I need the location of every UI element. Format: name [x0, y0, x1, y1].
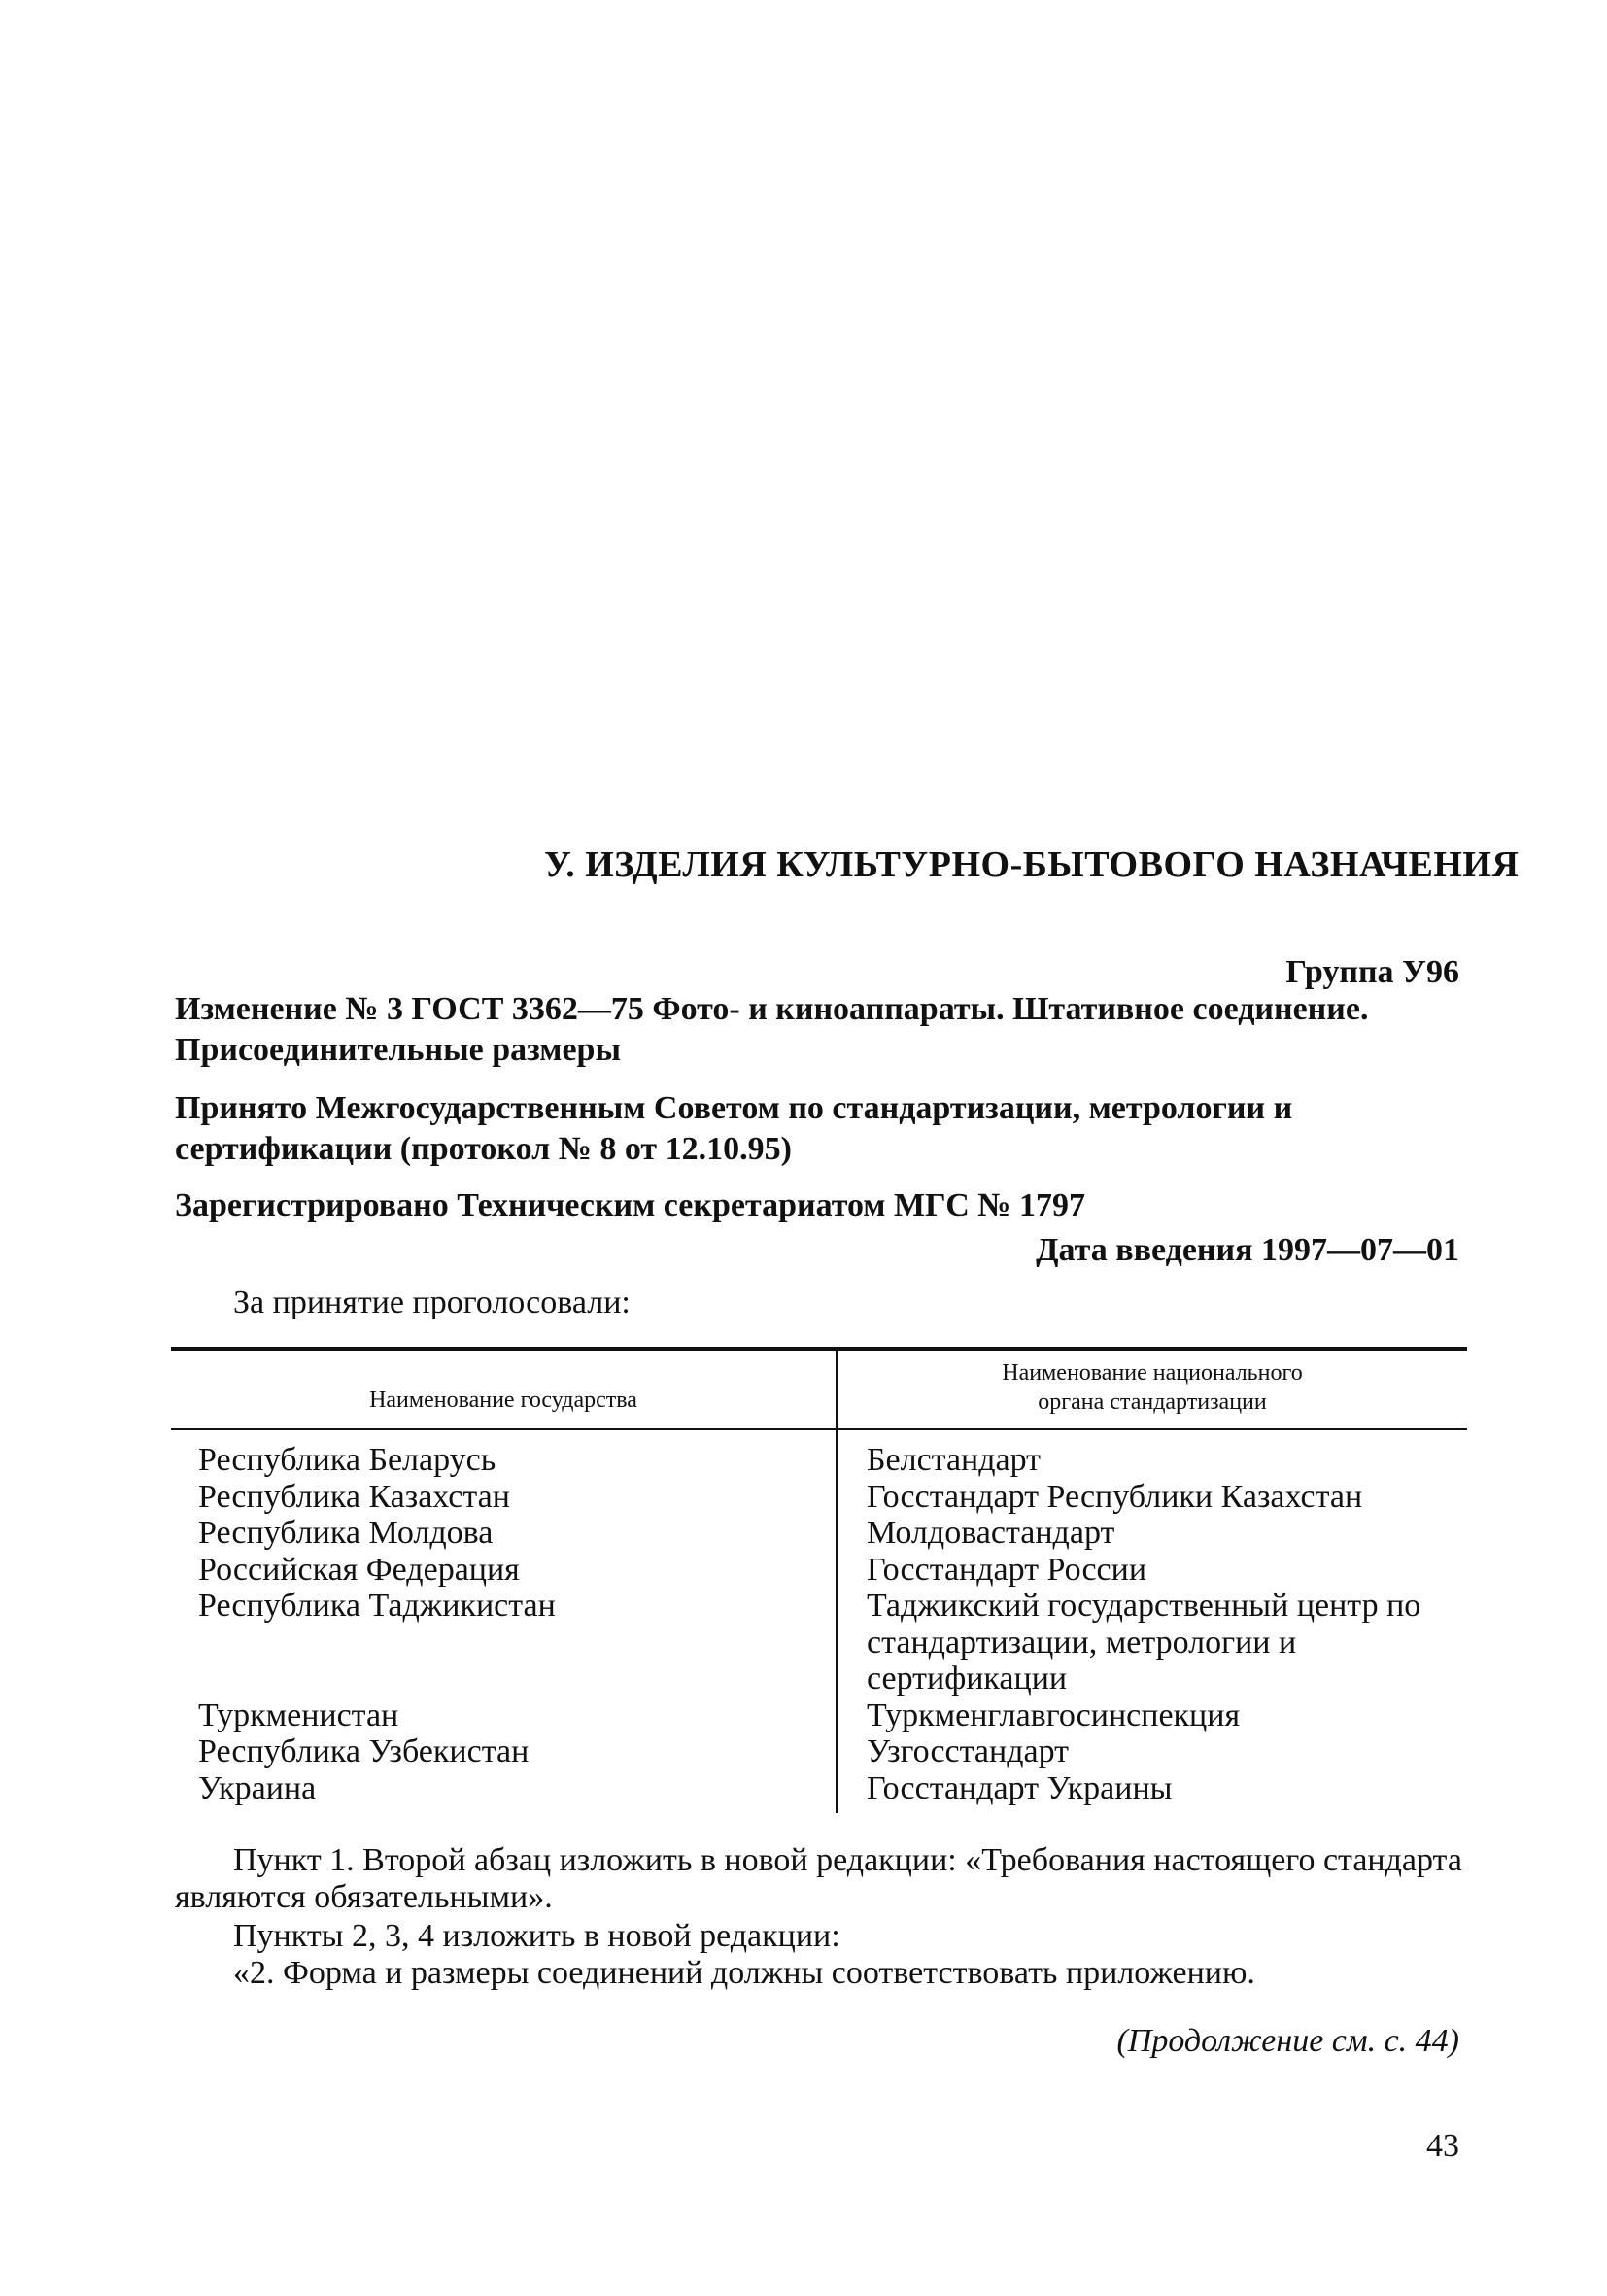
voting-table	[171, 1347, 1467, 1813]
continuation-note: (Продолжение см. с. 44)	[1116, 2023, 1459, 2059]
table-header-rule	[171, 1428, 1467, 1430]
paragraph-item1: Пункт 1. Второй абзац изложить в новой редакции: «Требования настоящего стандарта являются обязательными».	[175, 1842, 1462, 1915]
state-cell: Республика Молдова	[198, 1515, 494, 1551]
registered-statement: Зарегистрировано Техническим секретариатом МГС № 1797	[175, 1187, 1085, 1223]
section-title: У. ИЗДЕЛИЯ КУЛЬТУРНО-БЫТОВОГО НАЗНАЧЕНИЯ	[544, 844, 1520, 885]
state-cell: Украина	[198, 1769, 317, 1806]
introduction-date: Дата введения 1997—07—01	[1036, 1232, 1459, 1268]
body-cell: Белстандарт	[867, 1442, 1042, 1478]
voted-label: За принятие проголосовали:	[233, 1285, 631, 1320]
body-cell: Узгосстандарт	[867, 1733, 1070, 1769]
table-top-rule	[171, 1347, 1467, 1351]
state-cell: Республика Казахстан	[198, 1478, 510, 1515]
adopted-statement: Принято Межгосударственным Советом по стандартизации, метрологии и сертификации (протокол № 8 от 12.10.95)	[175, 1090, 1293, 1167]
state-cell: Российская Федерация	[198, 1551, 520, 1588]
body-cell: Молдовастандарт	[867, 1515, 1115, 1551]
header-standards-body	[838, 1358, 1467, 1417]
row-spacer	[198, 1625, 556, 1697]
state-cell: Республика Таджикистан	[198, 1588, 556, 1624]
header-standards-body-line1: Наименование национального	[1002, 1360, 1303, 1386]
body-cell: Госстандарт Республики Казахстан	[867, 1478, 1363, 1515]
page-number: 43	[1426, 2128, 1459, 2164]
header-standards-body-line2: органа стандартизации	[1038, 1389, 1267, 1415]
states-column	[198, 1442, 556, 1806]
body-cell: Туркменглавгосинспекция	[867, 1696, 1241, 1733]
state-cell: Республика Беларусь	[198, 1442, 496, 1478]
paragraph-item2-text: «2. Форма и размеры соединений должны соответствовать приложению.	[233, 1955, 1255, 1991]
table-column-divider	[836, 1347, 838, 1813]
header-state: Наименование государства	[369, 1388, 637, 1413]
state-cell: Туркменистан	[198, 1696, 399, 1733]
state-cell: Республика Узбекистан	[198, 1733, 530, 1769]
body-cell: Госстандарт Украины	[867, 1769, 1173, 1806]
change-title: Изменение № 3 ГОСТ 3362—75 Фото- и киноаппараты. Штативное соединение. Присоединительные размеры	[175, 991, 1369, 1068]
standards-body-column	[867, 1442, 1450, 1806]
paragraph-items-2-4: Пункты 2, 3, 4 изложить в новой редакции:	[233, 1918, 840, 1954]
group-label: Группа У96	[1285, 954, 1459, 990]
body-cell: Госстандарт России	[867, 1551, 1147, 1588]
body-cell: Таджикский государственный центр по стандартизации, метрологии и сертификации	[867, 1588, 1421, 1696]
